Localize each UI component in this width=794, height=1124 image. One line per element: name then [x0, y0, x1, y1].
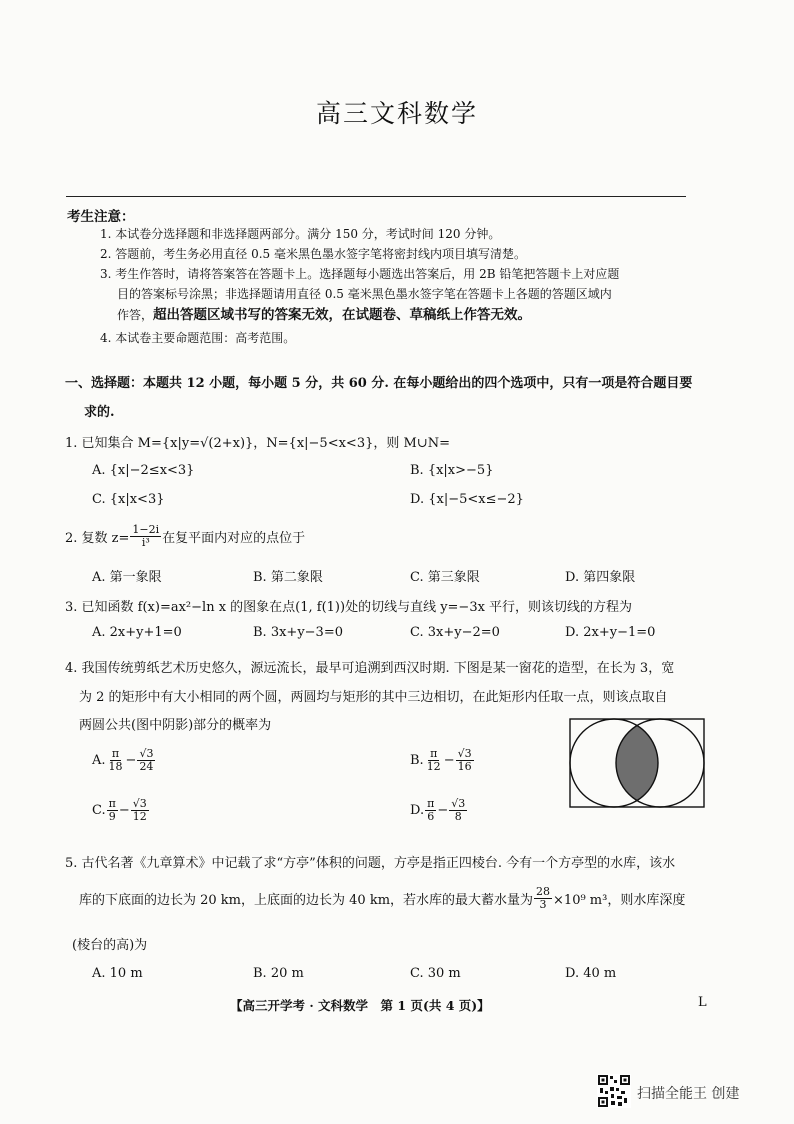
- q3-option-d: D. 2x+y−1=0: [565, 625, 656, 640]
- q5-stem-line1: 5. 古代名著《九章算术》中记载了求“方亭”体积的问题，方亭是指正四棱台. 今有一个方亭型的水库，该水: [65, 856, 676, 871]
- q4-option-c-frac2-den: 12: [132, 810, 147, 823]
- q4-option-b-frac1-num: π: [430, 747, 438, 760]
- q4-option-a-frac2: [137, 748, 155, 773]
- q4-option-c: [92, 798, 150, 823]
- q4-option-a-frac1-num: π: [111, 747, 120, 760]
- q4-option-b-label: B.: [410, 753, 424, 768]
- q4-option-b-frac2-den: 16: [457, 760, 472, 773]
- q5-option-b: B. 20 m: [253, 966, 304, 981]
- q4-option-c-frac1: [107, 798, 118, 823]
- notice-item-3-cont: 目的答案标号涂黑；非选择题请用直径 0.5 毫米黑色墨水签字笔在答题卡上各题的答题区域内: [117, 287, 612, 301]
- q4-option-b-frac1: [425, 748, 443, 773]
- q5-option-a: A. 10 m: [92, 966, 143, 981]
- q3-option-a: A. 2x+y+1=0: [92, 625, 182, 640]
- q4-option-d-minus: −: [437, 803, 449, 818]
- q2-stem: [65, 524, 305, 549]
- q4-option-d-label: D.: [410, 803, 425, 818]
- q4-option-c-minus: −: [118, 803, 130, 818]
- q2-fraction-denominator: i³: [141, 536, 150, 549]
- q4-option-a-minus: −: [125, 753, 137, 768]
- q4-option-c-frac1-den: 9: [108, 810, 116, 823]
- q4-stem-line3: 两圆公共(图中阴影)部分的概率为: [79, 718, 272, 733]
- header-divider: [66, 196, 686, 197]
- q4-option-c-frac1-num: π: [108, 797, 116, 810]
- notice-item-4: 4. 本试卷主要命题范围：高考范围。: [100, 331, 296, 345]
- q5-stem-line2-post: ×10⁹ m³，则水库深度: [553, 893, 686, 908]
- q1-stem: 1. 已知集合 M={x|y=√(2+x)}，N={x|−5<x<3}，则 M∪N=: [65, 436, 450, 451]
- q1-option-c: C. {x|x<3}: [92, 492, 165, 507]
- q4-option-c-label: C.: [92, 803, 106, 818]
- q2-fraction-numerator: 1−2i: [132, 523, 160, 536]
- section-heading: 一、选择题：本题共 12 小题，每小题 5 分，共 60 分. 在每小题给出的四个选项中，只有一项是符合题目要: [65, 376, 693, 391]
- q5-fraction: [534, 886, 552, 911]
- q2-option-d: D. 第四象限: [565, 570, 636, 585]
- q4-window-flower-figure: [568, 716, 708, 810]
- page-footer: 【高三开学考 · 文科数学 第 1 页(共 4 页)】: [230, 998, 490, 1013]
- q4-option-d-frac1: [425, 798, 436, 823]
- q4-option-b-minus: −: [443, 753, 455, 768]
- q4-option-b-frac2-num: √3: [457, 747, 472, 760]
- section-heading-cont: 求的.: [84, 405, 115, 420]
- q4-option-c-frac2-num: √3: [132, 797, 147, 810]
- q4-option-d-frac2: [449, 798, 467, 823]
- notice-item-2: 2. 答题前，考生务必用直径 0.5 毫米黑色墨水签字笔将密封线内项目填写清楚。: [100, 247, 526, 261]
- q2-fraction: [130, 524, 161, 549]
- q4-option-d: [410, 798, 468, 823]
- q3-option-b: B. 3x+y−3=0: [253, 625, 343, 640]
- q5-stem-line3: (棱台的高)为: [72, 938, 148, 953]
- q4-option-d-frac2-num: √3: [451, 797, 466, 810]
- q4-option-b-frac1-den: 12: [426, 760, 441, 773]
- q4-option-a-frac1-den: 18: [108, 760, 123, 773]
- notice-heading: 考生注意：: [67, 209, 135, 225]
- q1-option-b: B. {x|x>−5}: [410, 463, 494, 478]
- q5-option-c: C. 30 m: [410, 966, 461, 981]
- notice-item-3-end: [117, 306, 531, 325]
- q5-stem-line2: [79, 886, 685, 911]
- notice-item-1: 1. 本试卷分选择题和非选择题两部分。满分 150 分，考试时间 120 分钟。: [100, 227, 501, 241]
- q4-option-c-frac2: [131, 798, 149, 823]
- q4-option-a-frac2-den: 24: [139, 760, 154, 773]
- q4-option-b-frac2: [456, 748, 474, 773]
- notice-item-3-end-plain: 作答，: [117, 308, 154, 322]
- q4-option-b: [410, 748, 475, 773]
- q5-stem-line2-pre: 库的下底面的边长为 20 km，上底面的边长为 40 km，若水库的最大蓄水量为: [79, 893, 534, 908]
- q5-fraction-denominator: 3: [539, 898, 547, 911]
- q4-option-d-frac1-den: 6: [427, 810, 435, 823]
- version-mark: L: [698, 995, 707, 1010]
- q1-option-d: D. {x|−5<x≤−2}: [410, 492, 524, 507]
- q4-option-a: [92, 748, 156, 773]
- q5-option-d: D. 40 m: [565, 966, 617, 981]
- q4-option-d-frac2-den: 8: [454, 810, 462, 823]
- q3-option-c: C. 3x+y−2=0: [410, 625, 500, 640]
- q4-option-a-frac1: [107, 748, 125, 773]
- q2-option-a: A. 第一象限: [92, 570, 162, 585]
- q2-option-b: B. 第二象限: [253, 570, 323, 585]
- notice-item-3: 3. 考生作答时，请将答案答在答题卡上。选择题每小题选出答案后，用 2B 铅笔把答题卡上对应题: [100, 267, 620, 281]
- q2-option-c: C. 第三象限: [410, 570, 480, 585]
- q3-stem: 3. 已知函数 f(x)=ax²−ln x 的图象在点(1, f(1))处的切线与直线 y=−3x 平行，则该切线的方程为: [65, 600, 633, 615]
- scanner-watermark: 扫描全能王 创建: [637, 1086, 740, 1102]
- q1-option-a: A. {x|−2≤x<3}: [92, 463, 195, 478]
- qr-code-icon: [597, 1074, 631, 1108]
- q4-option-d-frac1-num: π: [427, 797, 435, 810]
- q5-fraction-numerator: 28: [536, 885, 551, 898]
- q4-stem-line1: 4. 我国传统剪纸艺术历史悠久，源远流长，最早可追溯到西汉时期. 下图是某一窗花的造型，在长为 3，宽: [65, 661, 675, 676]
- q4-stem-line2: 为 2 的矩形中有大小相同的两个圆，两圆均与矩形的其中三边相切，在此矩形内任取一点，则该点取自: [79, 690, 668, 705]
- page-title: 高三文科数学: [315, 99, 478, 128]
- q2-stem-post: 在复平面内对应的点位于: [162, 531, 306, 546]
- q4-option-a-label: A.: [92, 753, 106, 768]
- notice-item-3-emphasis: 超出答题区域书写的答案无效，在试题卷、草稿纸上作答无效。: [153, 307, 532, 323]
- q4-option-a-frac2-num: √3: [139, 747, 154, 760]
- q2-stem-pre: 2. 复数 z=: [65, 531, 130, 546]
